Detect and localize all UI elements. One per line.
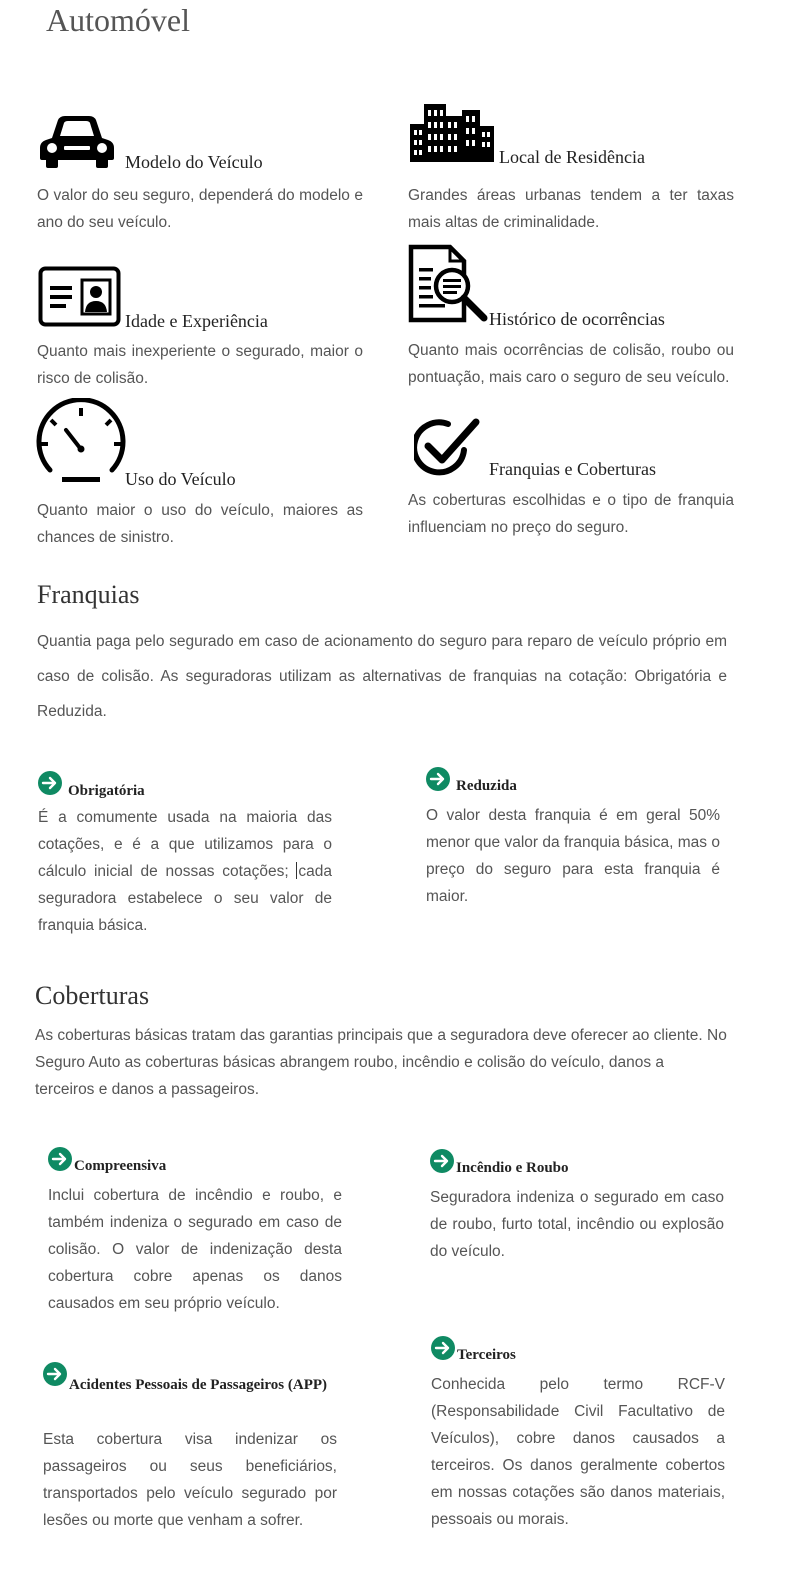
coberturas-title: Coberturas [35,981,150,1010]
obrigatoria-text [38,804,332,939]
factor-title-idade: Idade e Experiência [125,311,268,331]
coberturas-text: As coberturas básicas tratam das garantias principais que a seguradora deve oferecer ao cliente. No Seguro Auto as coberturas básicas abrangem roubo, incêndio e colisão do veículo, danos a terceiros e danos a passageiros. [35,1027,727,1098]
factor-text-residencia: Grandes áreas urbanas tendem a ter taxas mais altas de criminalidade. [408,187,734,231]
arrow-right-icon [430,1149,454,1173]
speedometer-icon [34,398,128,484]
reduzida-text: O valor desta franquia é em geral 50% menor que valor da franquia básica, mas o preço do seguro para esta franquia é maior. [426,807,720,905]
app-text: Esta cobertura visa indenizar os passageiros ou seus beneficiários, transportados pelo veículo segurado por lesões ou morte que venham a sofrer. [43,1431,337,1529]
terceiros-text: Conhecida pelo termo RCF-V (Responsabilidade Civil Facultativo de Veículos), cobre danos causados a terceiros. Os danos geralmente cobertos em nossas cotações são danos materiais, pessoais ou morais. [431,1376,725,1528]
arrow-right-icon [431,1336,455,1360]
arrow-right-icon [48,1147,72,1171]
factor-text-franquias-coberturas: As coberturas escolhidas e o tipo de franquia influenciam no preço do seguro. [408,492,734,536]
terceiros-title: Terceiros [457,1347,516,1363]
obrigatoria-title: Obrigatória [68,783,145,799]
factor-text-idade: Quanto mais inexperiente o segurado, maior o risco de colisão. [37,343,363,387]
arrow-right-icon [38,771,62,795]
arrow-right-icon [43,1362,67,1386]
factor-title-franquias-coberturas: Franquias e Coberturas [489,459,656,479]
id-card-icon [38,266,122,328]
factor-title-historico: Histórico de ocorrências [489,309,665,329]
app-heading [43,1362,337,1400]
factor-title-uso: Uso do Veículo [125,469,236,489]
car-icon [38,112,116,170]
obrigatoria-text-part1: É a comumente usada na maioria das cotações, e é a que utilizamos para o cálculo inicial de nossas cotações; [38,809,332,880]
compreensiva-title: Compreensiva [74,1158,167,1174]
franquias-title: Franquias [37,580,140,609]
factor-text-uso: Quanto maior o uso do veículo, maiores as chances de sinistro. [37,502,363,546]
app-title: Acidentes Pessoais de Passageiros (APP) [69,1377,328,1393]
buildings-icon [408,102,496,164]
factor-title-residencia: Local de Residência [499,147,645,167]
factor-text-historico: Quanto mais ocorrências de colisão, roubo ou pontuação, mais caro o seguro de seu veículo. [408,342,734,386]
obrigatoria-text-part2: cada seguradora estabelece o seu valor de franquia básica. [38,863,332,934]
document-search-icon [408,244,490,324]
factor-title-modelo: Modelo do Veículo [125,152,263,172]
reduzida-title: Reduzida [456,778,517,794]
factor-text-modelo: O valor do seu seguro, dependerá do modelo e ano do seu veículo. [37,187,363,231]
page-title: Automóvel [46,2,190,38]
incendio-roubo-text: Seguradora indeniza o segurado em caso de roubo, furto total, incêndio ou explosão do veículo. [430,1189,724,1260]
arrow-right-icon [426,767,450,791]
incendio-roubo-title: Incêndio e Roubo [456,1160,569,1176]
check-circle-icon [414,416,480,476]
franquias-text: Quantia paga pelo segurado em caso de acionamento do seguro para reparo de veículo próprio em caso de colisão. As seguradoras utilizam as alternativas de franquias na cotação: Obrigatória e Reduzida. [37,633,727,720]
compreensiva-text: Inclui cobertura de incêndio e roubo, e também indeniza o segurado em caso de colisão. O valor de indenização desta cobertura cobre apenas os danos causados em seu próprio veículo. [48,1187,342,1312]
